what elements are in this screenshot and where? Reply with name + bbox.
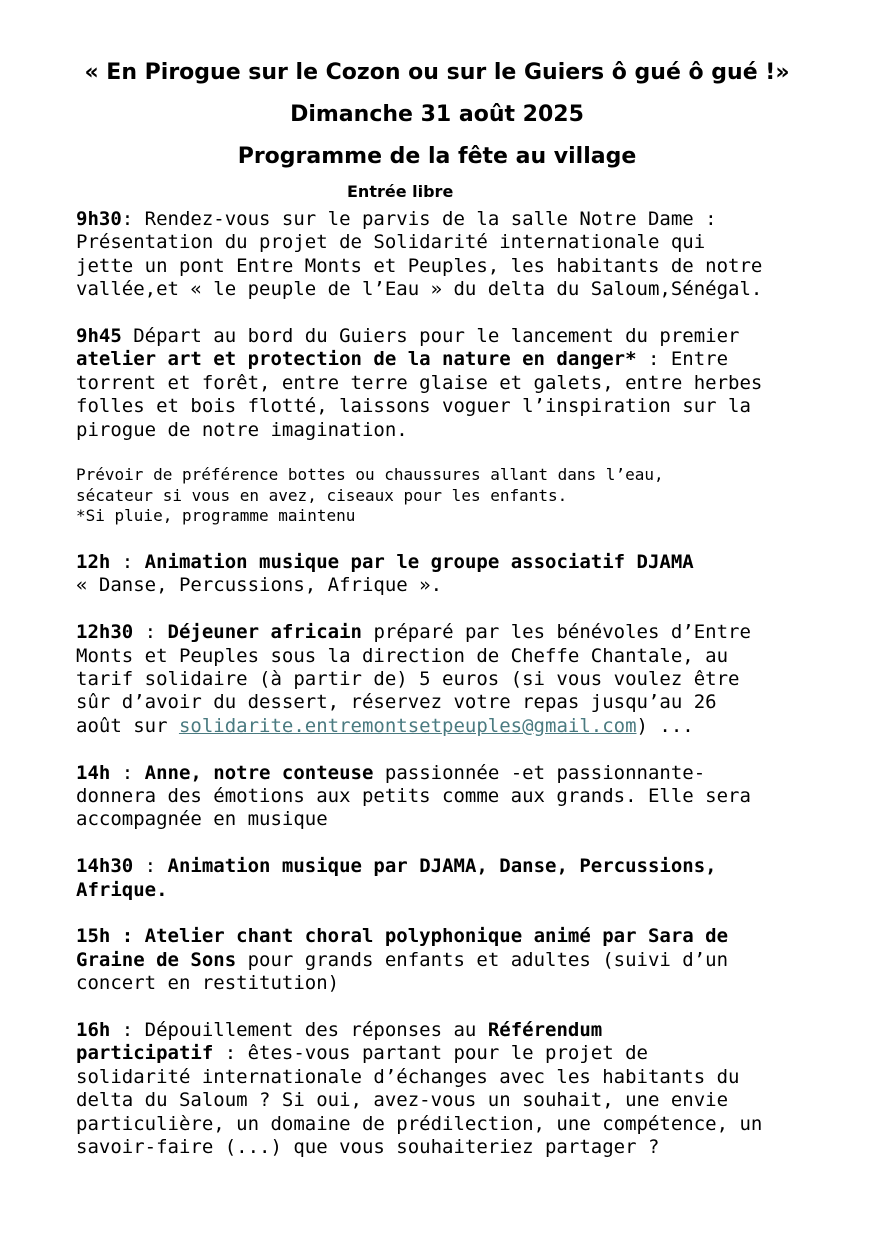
program-item-9h30: 9h30: Rendez-vous sur le parvis de la salle Notre Dame : Présentation du projet de Solidarité internationale qui jette un pont Entre Monts et Peuples, les habitants de notre vallée,et « le peuple de l’Eau » du delta du Saloum,Sénégal. [76,208,763,301]
event-subtitle: Programme de la fête au village [237,144,637,169]
entry-note: Entrée libre [347,182,454,201]
program-item-14h30: 14h30 : Animation musique par DJAMA, Danse, Percussions, Afrique. [76,855,717,901]
email-link[interactable]: solidarite.entremontsetpeuples@gmail.com [178,714,637,737]
program-item-9h45: 9h45 Départ au bord du Guiers pour le lancement du premier atelier art et protection de la nature en danger* : Entre torrent et forêt, entre terre glaise et galets, entre herbes folles et bois flotté, laissons voguer l’inspiration sur la pirogue de notre imagination. [76,325,763,441]
program-item-14h: 14h : Anne, notre conteuse passionnée -et passionnante- donnera des émotions aux petits comme aux grands. Elle sera accompagnée en musique [76,761,751,831]
program-body [76,208,846,1183]
item-time: 14h [76,761,111,784]
item-time: 14h30 [76,855,134,878]
program-item-12h: 12h : Animation musique par le groupe associatif DJAMA « Danse, Percussions, Afrique ». [76,550,694,597]
program-item-15h: 15h : Atelier chant choral polyphonique animé par Sara de Graine de Sons pour grands enfants et adultes (suivi d’un concert en restitution) [76,925,729,995]
item-time: 12h30 [76,621,134,644]
item-time: 12h [76,550,111,573]
event-title: « En Pirogue sur le Cozon ou sur le Guiers ô gué ô gué !» [84,60,790,85]
item-time: 15h [76,925,111,948]
program-item-12h30: 12h30 : Déjeuner africain préparé par les bénévoles d’Entre Monts et Peuples sous la direction de Cheffe Chantale, au tarif solidaire (à partir de) 5 euros (si vous voulez être sûr d’avoir du dessert, réservez votre repas jusqu’au 26 août sur solidarite.entremontsetpeuples@gmail.com) ... [76,621,751,737]
item-time: 16h [76,1018,111,1041]
item-time: 9h45 [76,325,122,348]
event-date: Dimanche 31 août 2025 [290,102,584,127]
item-time: 9h30 [76,208,122,230]
program-item-16h: 16h : Dépouillement des réponses au Référendum participatif : êtes-vous partant pour le projet de solidarité internationale d’échanges avec les habitants du delta du Saloum ? Si oui, avez-vous un souhait, une envie particulière, un domaine de prédilection, une compétence, un savoir-faire (...) que vous souhaiteriez partager ? [76,1018,763,1159]
practical-note: Prévoir de préférence bottes ou chaussures allant dans l’eau, sécateur si vous en avez, ciseaux pour les enfants. *Si pluie, programme maintenu [76,465,664,526]
